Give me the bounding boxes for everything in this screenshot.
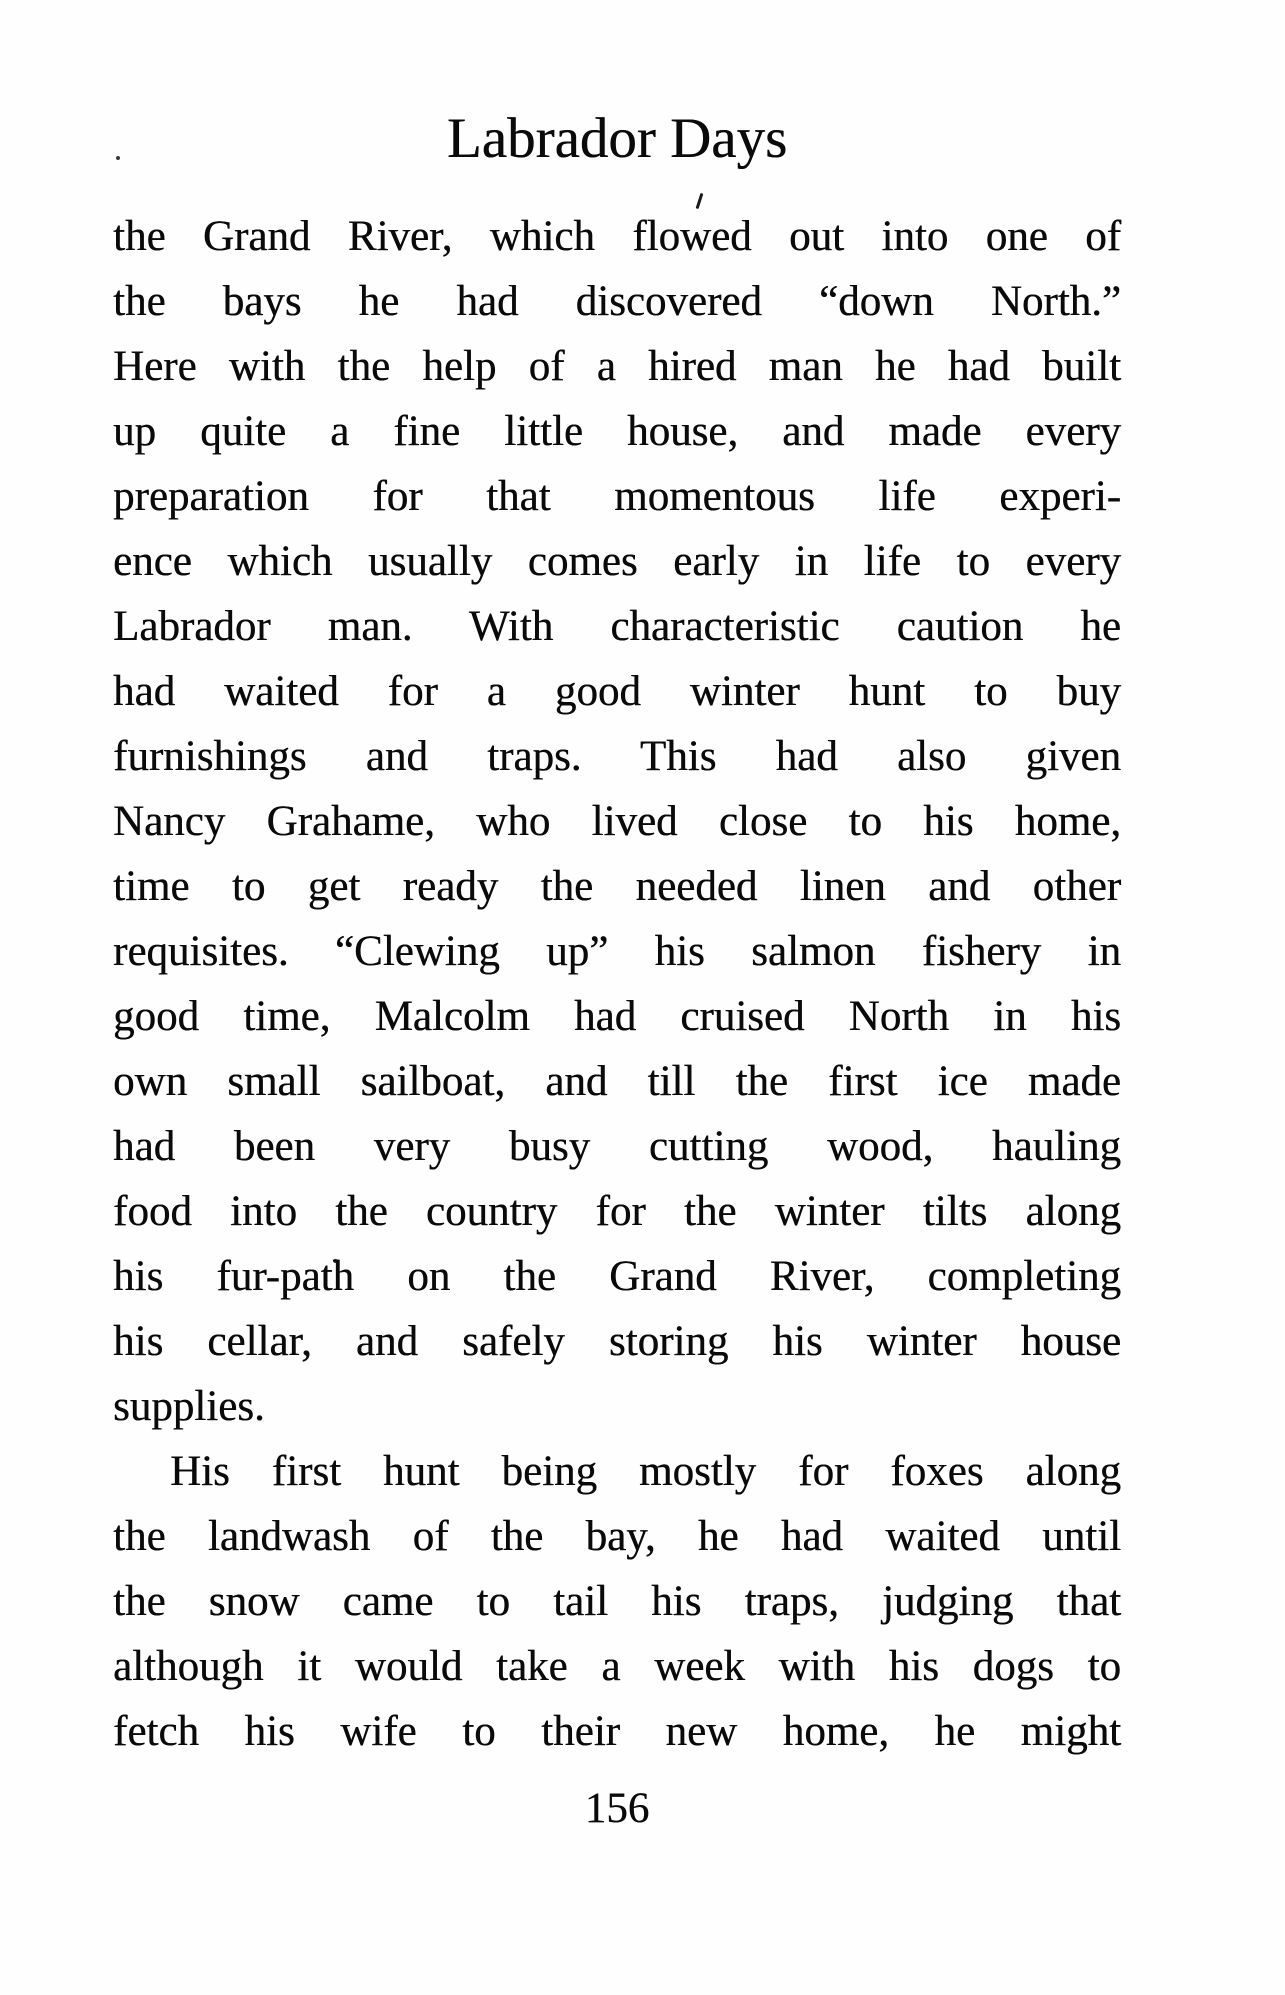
text-line: had been very busy cutting wood, hauling bbox=[113, 1123, 1121, 1170]
text-line: preparation for that momentous life experi- bbox=[113, 473, 1121, 520]
text-line: food into the country for the winter tilts along bbox=[113, 1188, 1121, 1235]
text-line: had waited for a good winter hunt to buy bbox=[113, 668, 1121, 715]
text-line: the landwash of the bay, he had waited until bbox=[113, 1513, 1121, 1560]
text-line: own small sailboat, and till the first ice made bbox=[113, 1058, 1121, 1105]
text-line: the bays he had discovered “down North.” bbox=[113, 278, 1121, 325]
text-line: Nancy Grahame, who lived close to his home, bbox=[113, 798, 1121, 845]
text-line: Here with the help of a hired man he had built bbox=[113, 343, 1121, 390]
text-line: Labrador man. With characteristic caution he bbox=[113, 603, 1121, 650]
text-line: his cellar, and safely storing his winter house bbox=[113, 1318, 1121, 1365]
text-line: supplies. bbox=[113, 1383, 265, 1430]
page-title: Labrador Days bbox=[446, 107, 788, 170]
scan-speck-icon bbox=[116, 156, 120, 160]
text-line: requisites. “Clewing up” his salmon fishery in bbox=[113, 928, 1121, 975]
text-line: although it would take a week with his dogs to bbox=[113, 1643, 1121, 1690]
text-line: ence which usually comes early in life to every bbox=[113, 538, 1121, 585]
text-line: up quite a fine little house, and made every bbox=[113, 408, 1121, 455]
text-line: His first hunt being mostly for foxes along bbox=[170, 1448, 1121, 1495]
text-line: time to get ready the needed linen and other bbox=[113, 863, 1121, 910]
text-line: his fur-path on the Grand River, completing bbox=[113, 1253, 1121, 1300]
text-line: the snow came to tail his traps, judging that bbox=[113, 1578, 1121, 1625]
page-number: 156 bbox=[584, 1785, 650, 1832]
text-line: the Grand River, which flowed out into one of bbox=[113, 213, 1121, 260]
text-body bbox=[113, 204, 1121, 1764]
text-line: fetch his wife to their new home, he might bbox=[113, 1708, 1121, 1755]
text-line: good time, Malcolm had cruised North in his bbox=[113, 993, 1121, 1040]
text-line: furnishings and traps. This had also given bbox=[113, 733, 1121, 780]
